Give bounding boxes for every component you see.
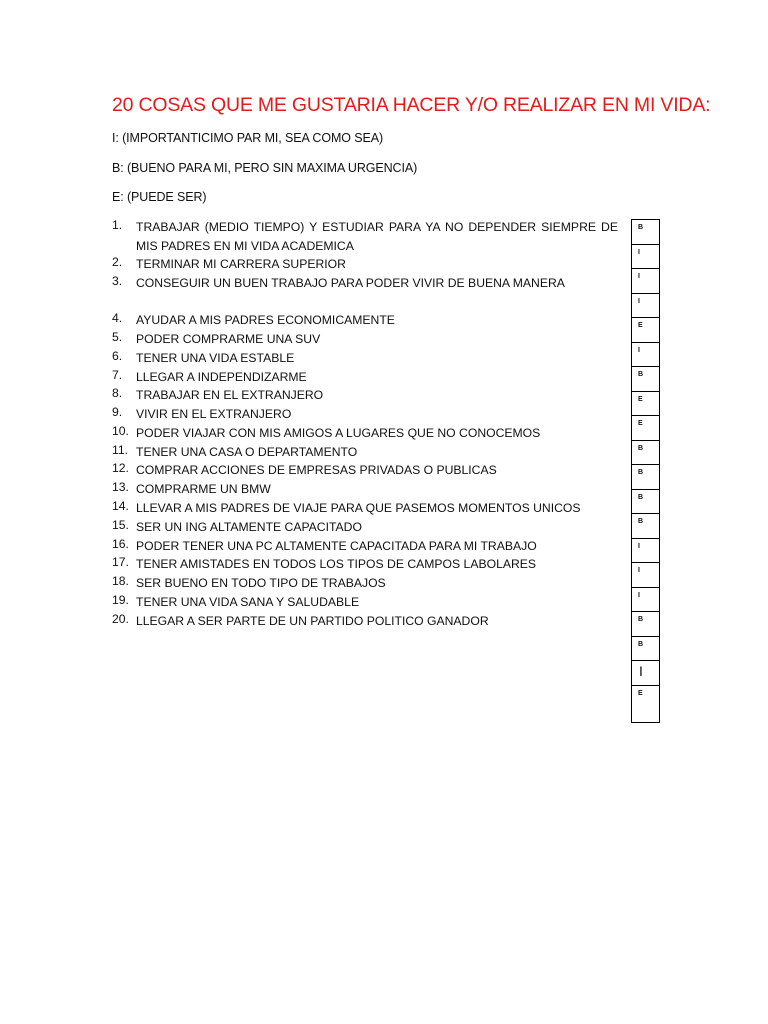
rating-cell <box>632 367 659 392</box>
item-text: COMPRAR ACCIONES DE EMPRESAS PRIVADAS O PUBLICAS <box>136 463 497 477</box>
item-number: 11. <box>112 443 129 457</box>
item-number: 13. <box>112 480 129 494</box>
rating-letter: B <box>638 518 644 525</box>
item-text: TENER UNA VIDA SANA Y SALUDABLE <box>136 595 360 609</box>
rating-cell <box>632 612 659 637</box>
legend-important: I: (IMPORTANTICIMO PAR MI, SEA COMO SEA) <box>112 131 384 145</box>
rating-letter: I <box>638 273 640 280</box>
rating-cell <box>632 245 659 270</box>
item-number: 12. <box>112 461 129 475</box>
rating-cell <box>632 637 659 662</box>
legend-maybe: E: (PUEDE SER) <box>112 190 207 204</box>
item-text: TRABAJAR (MEDIO TIEMPO) Y ESTUDIAR PARA YA NO DEPENDER SIEMPRE DE MIS PADRES EN MI VIDA ACADEMICA <box>136 220 618 253</box>
rating-letter: B <box>638 640 644 648</box>
item-text: AYUDAR A MIS PADRES ECONOMICAMENTE <box>136 313 395 327</box>
item-number: 9. <box>112 405 123 419</box>
rating-cell <box>632 514 659 539</box>
rating-cell <box>632 686 659 723</box>
rating-letter: I <box>638 297 640 305</box>
item-text: TENER AMISTADES EN TODOS LOS TIPOS DE CAMPOS LABOLARES <box>136 557 537 571</box>
rating-cell <box>632 343 659 368</box>
rating-cell <box>632 563 659 588</box>
item-text: TENER UNA CASA O DEPARTAMENTO <box>136 445 358 459</box>
item-text: PODER VIAJAR CON MIS AMIGOS A LUGARES QUE NO CONOCEMOS <box>136 426 541 440</box>
rating-letter: B <box>638 224 644 231</box>
item-number: 3. <box>112 274 123 288</box>
item-number: 2. <box>112 255 123 269</box>
rating-letter: B <box>638 469 644 476</box>
item-number: 8. <box>112 386 123 400</box>
document-title: 20 COSAS QUE ME GUSTARIA HACER Y/O REALIZAR EN MI VIDA: <box>112 94 711 116</box>
item-number: 19. <box>112 593 129 607</box>
item-text: CONSEGUIR UN BUEN TRABAJO PARA PODER VIVIR DE BUENA MANERA <box>136 276 565 290</box>
rating-letter: E <box>638 689 643 697</box>
rating-letter: B <box>638 493 644 501</box>
item-text: TRABAJAR EN EL EXTRANJERO <box>136 388 324 402</box>
rating-cell <box>632 465 659 490</box>
rating-cell <box>632 294 659 319</box>
item-number: 17. <box>112 555 129 569</box>
item-number: 6. <box>112 349 123 363</box>
item-text: PODER TENER UNA PC ALTAMENTE CAPACITADA PARA MI TRABAJO <box>136 539 537 553</box>
rating-cell <box>632 539 659 564</box>
rating-cell <box>632 661 659 686</box>
rating-letter: I <box>639 663 643 679</box>
item-text: LLEGAR A INDEPENDIZARME <box>136 370 307 384</box>
item-number: 15. <box>112 518 129 532</box>
rating-letter: I <box>638 346 640 354</box>
rating-cell <box>632 441 659 466</box>
rating-letter: B <box>638 616 644 623</box>
rating-letter: E <box>638 395 643 403</box>
rating-cell <box>632 490 659 515</box>
rating-letter: E <box>638 420 643 427</box>
item-text: LLEVAR A MIS PADRES DE VIAJE PARA QUE PASEMOS MOMENTOS UNICOS <box>136 501 581 515</box>
item-number: 18. <box>112 574 129 588</box>
legend-good: B: (BUENO PARA MI, PERO SIN MAXIMA URGENCIA) <box>112 161 418 175</box>
item-number: 20. <box>112 612 129 626</box>
item-text: TERMINAR MI CARRERA SUPERIOR <box>136 257 346 271</box>
item-number: 16. <box>112 537 129 551</box>
rating-letter: I <box>638 248 640 256</box>
rating-cell <box>632 318 659 343</box>
rating-letter: B <box>638 444 644 452</box>
item-text: SER BUENO EN TODO TIPO DE TRABAJOS <box>136 576 386 590</box>
item-number: 5. <box>112 330 123 344</box>
item-text: LLEGAR A SER PARTE DE UN PARTIDO POLITICO GANADOR <box>136 614 489 628</box>
rating-cell <box>632 220 659 245</box>
rating-letter: B <box>638 371 644 378</box>
item-text: PODER COMPRARME UNA SUV <box>136 332 321 346</box>
item-number: 10. <box>112 424 129 438</box>
rating-letter: I <box>638 591 640 599</box>
item-text: TENER UNA VIDA ESTABLE <box>136 351 295 365</box>
item-number: 1. <box>112 218 123 232</box>
item-number: 7. <box>112 368 123 382</box>
item-number: 4. <box>112 311 123 325</box>
rating-letter: I <box>638 567 640 574</box>
rating-letter: E <box>638 322 643 329</box>
item-text: COMPRARME UN BMW <box>136 482 271 496</box>
item-text: SER UN ING ALTAMENTE CAPACITADO <box>136 520 362 534</box>
rating-column <box>631 219 660 723</box>
rating-cell <box>632 392 659 417</box>
item-number: 14. <box>112 499 129 513</box>
rating-cell <box>632 588 659 613</box>
item-text: VIVIR EN EL EXTRANJERO <box>136 407 292 421</box>
rating-letter: I <box>638 542 640 550</box>
rating-cell <box>632 416 659 441</box>
rating-cell <box>632 269 659 294</box>
